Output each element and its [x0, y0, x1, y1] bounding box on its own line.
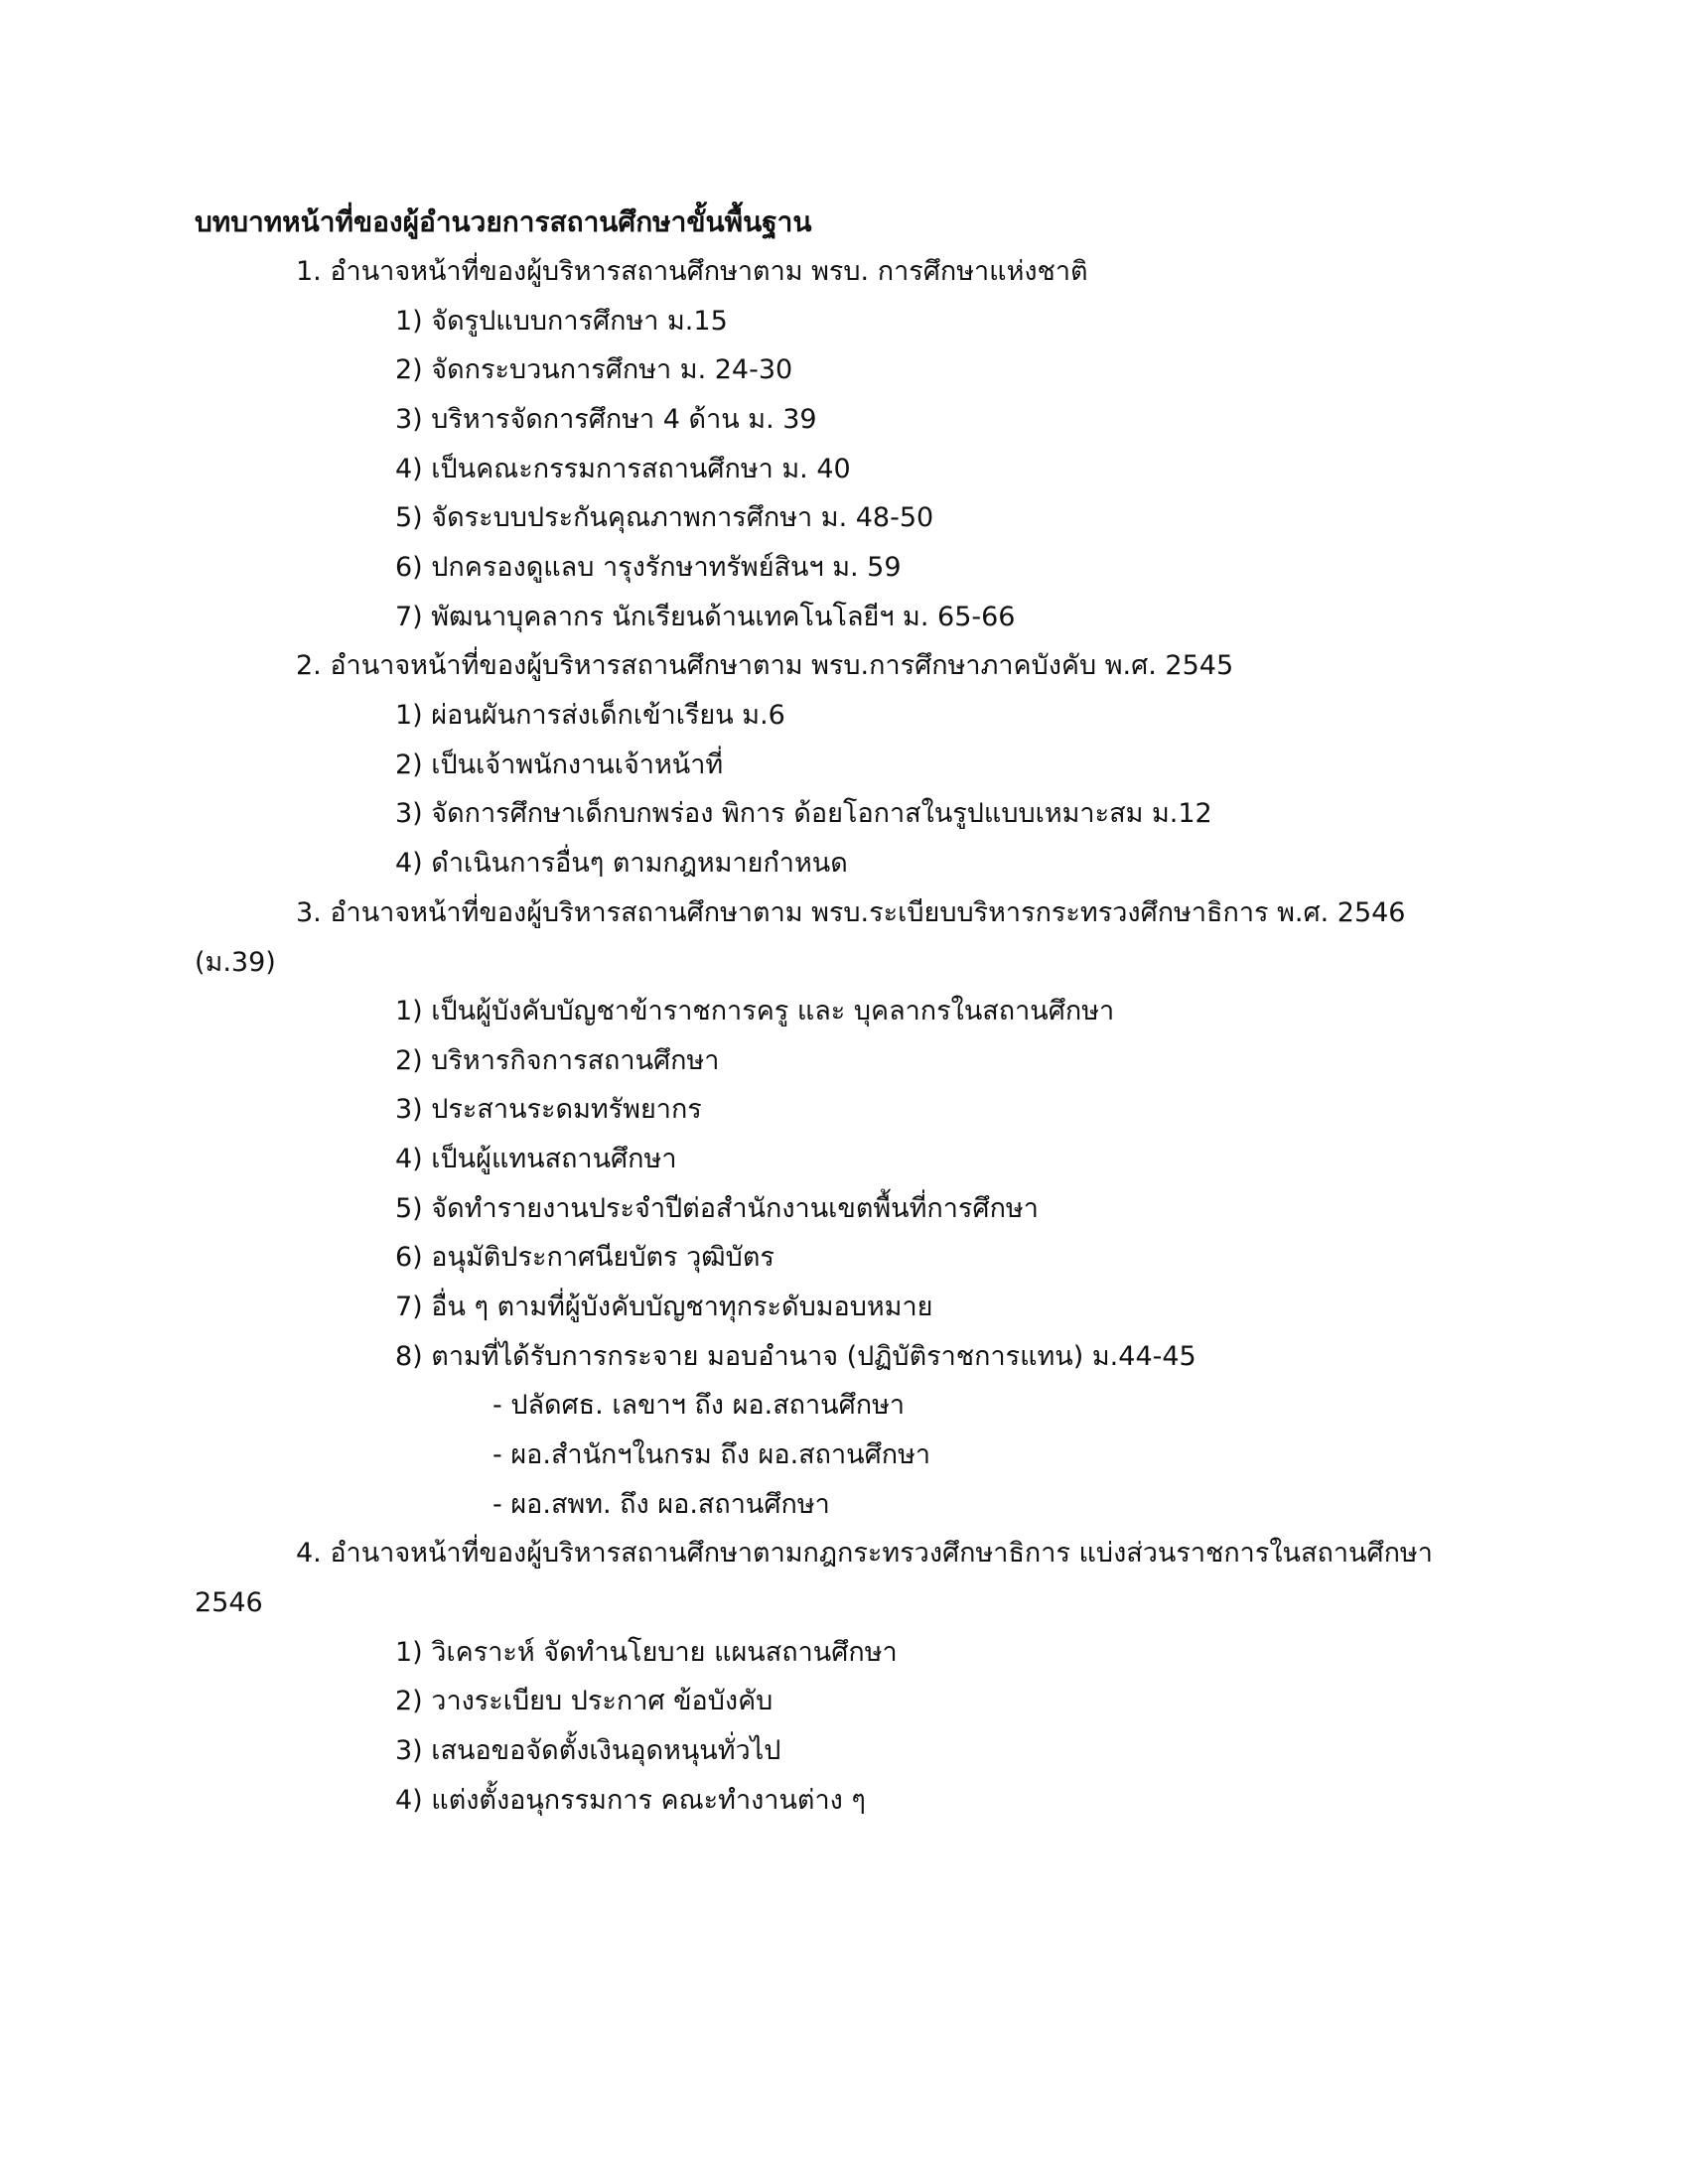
- section-3-item: 2) บริหารกิจการสถานศึกษา: [395, 1045, 720, 1076]
- section-3-item: 1) เป็นผู้บังคับบัญชาข้าราชการครู และ บุคลากรในสถานศึกษา: [395, 996, 1115, 1026]
- section-1-item: 4) เป็นคณะกรรมการสถานศึกษา ม. 40: [395, 454, 851, 484]
- section-1-item: 7) พัฒนาบุคลากร นักเรียนด้านเทคโนโลยีฯ ม. 65-66: [395, 602, 1016, 632]
- section-4-heading: 4. อำนาจหน้าที่ของผู้บริหารสถานศึกษาตามกฎกระทรวงศึกษาธิการ แบ่งส่วนราชการในสถานศึกษา: [296, 1538, 1433, 1569]
- section-3-subitem: - ผอ.สพท. ถึง ผอ.สถานศึกษา: [492, 1489, 830, 1520]
- section-1-item: 1) จัดรูปแบบการศึกษา ม.15: [395, 306, 728, 337]
- section-2-item: 3) จัดการศึกษาเด็กบกพร่อง พิการ ด้อยโอกาสในรูปแบบเหมาะสม ม.12: [395, 798, 1212, 829]
- section-4-heading-continuation: 2546: [195, 1587, 263, 1618]
- section-2-item: 2) เป็นเจ้าพนักงานเจ้าหน้าที่: [395, 750, 724, 780]
- section-1-item: 6) ปกครองดูแลบ ารุงรักษาทรัพย์สินฯ ม. 59: [395, 552, 902, 583]
- section-1-item: 2) จัดกระบวนการศึกษา ม. 24-30: [395, 354, 793, 385]
- section-1-item: 5) จัดระบบประกันคุณภาพการศึกษา ม. 48-50: [395, 502, 934, 533]
- section-3-item: 5) จัดทำรายงานประจำปีต่อสำนักงานเขตพื้นที่การศึกษา: [395, 1193, 1039, 1224]
- section-3-item: 4) เป็นผู้แทนสถานศึกษา: [395, 1144, 677, 1174]
- section-4-item: 4) แต่งตั้งอนุกรรมการ คณะทำงานต่าง ๆ: [395, 1785, 866, 1816]
- section-3-subitem: - ปลัดศธ. เลขาฯ ถึง ผอ.สถานศึกษา: [492, 1390, 906, 1421]
- section-3-item: 3) ประสานระดมทรัพยากร: [395, 1094, 702, 1125]
- section-4-item: 3) เสนอขอจัดตั้งเงินอุดหนุนทั่วไป: [395, 1735, 781, 1766]
- section-1-item: 3) บริหารจัดการศึกษา 4 ด้าน ม. 39: [395, 404, 817, 435]
- section-4-item: 1) วิเคราะห์ จัดทำนโยบาย แผนสถานศึกษา: [395, 1637, 898, 1668]
- section-1-heading: 1. อำนาจหน้าที่ของผู้บริหารสถานศึกษาตาม พรบ. การศึกษาแห่งชาติ: [296, 256, 1088, 287]
- section-3-item: 6) อนุมัติประกาศนียบัตร วุฒิบัตร: [395, 1242, 774, 1273]
- section-2-item: 1) ผ่อนผันการส่งเด็กเข้าเรียน ม.6: [395, 700, 785, 731]
- section-3-item: 8) ตามที่ได้รับการกระจาย มอบอำนาจ (ปฏิบัติราชการแทน) ม.44-45: [395, 1341, 1196, 1372]
- section-2-heading: 2. อำนาจหน้าที่ของผู้บริหารสถานศึกษาตาม พรบ.การศึกษาภาคบังคับ พ.ศ. 2545: [296, 650, 1234, 681]
- document-title: บทบาทหน้าที่ของผู้อำนวยการสถานศึกษาขั้นพื้นฐาน: [195, 205, 812, 238]
- section-3-heading-continuation: (ม.39): [195, 947, 276, 978]
- section-3-item: 7) อื่น ๆ ตามที่ผู้บังคับบัญชาทุกระดับมอบหมาย: [395, 1292, 933, 1322]
- section-3-heading: 3. อำนาจหน้าที่ของผู้บริหารสถานศึกษาตาม พรบ.ระเบียบบริหารกระทรวงศึกษาธิการ พ.ศ. 2546: [296, 897, 1406, 928]
- section-3-subitem: - ผอ.สำนักฯในกรม ถึง ผอ.สถานศึกษา: [492, 1439, 931, 1470]
- section-2-item: 4) ดำเนินการอื่นๆ ตามกฎหมายกำหนด: [395, 848, 848, 879]
- section-4-item: 2) วางระเบียบ ประกาศ ข้อบังคับ: [395, 1686, 774, 1716]
